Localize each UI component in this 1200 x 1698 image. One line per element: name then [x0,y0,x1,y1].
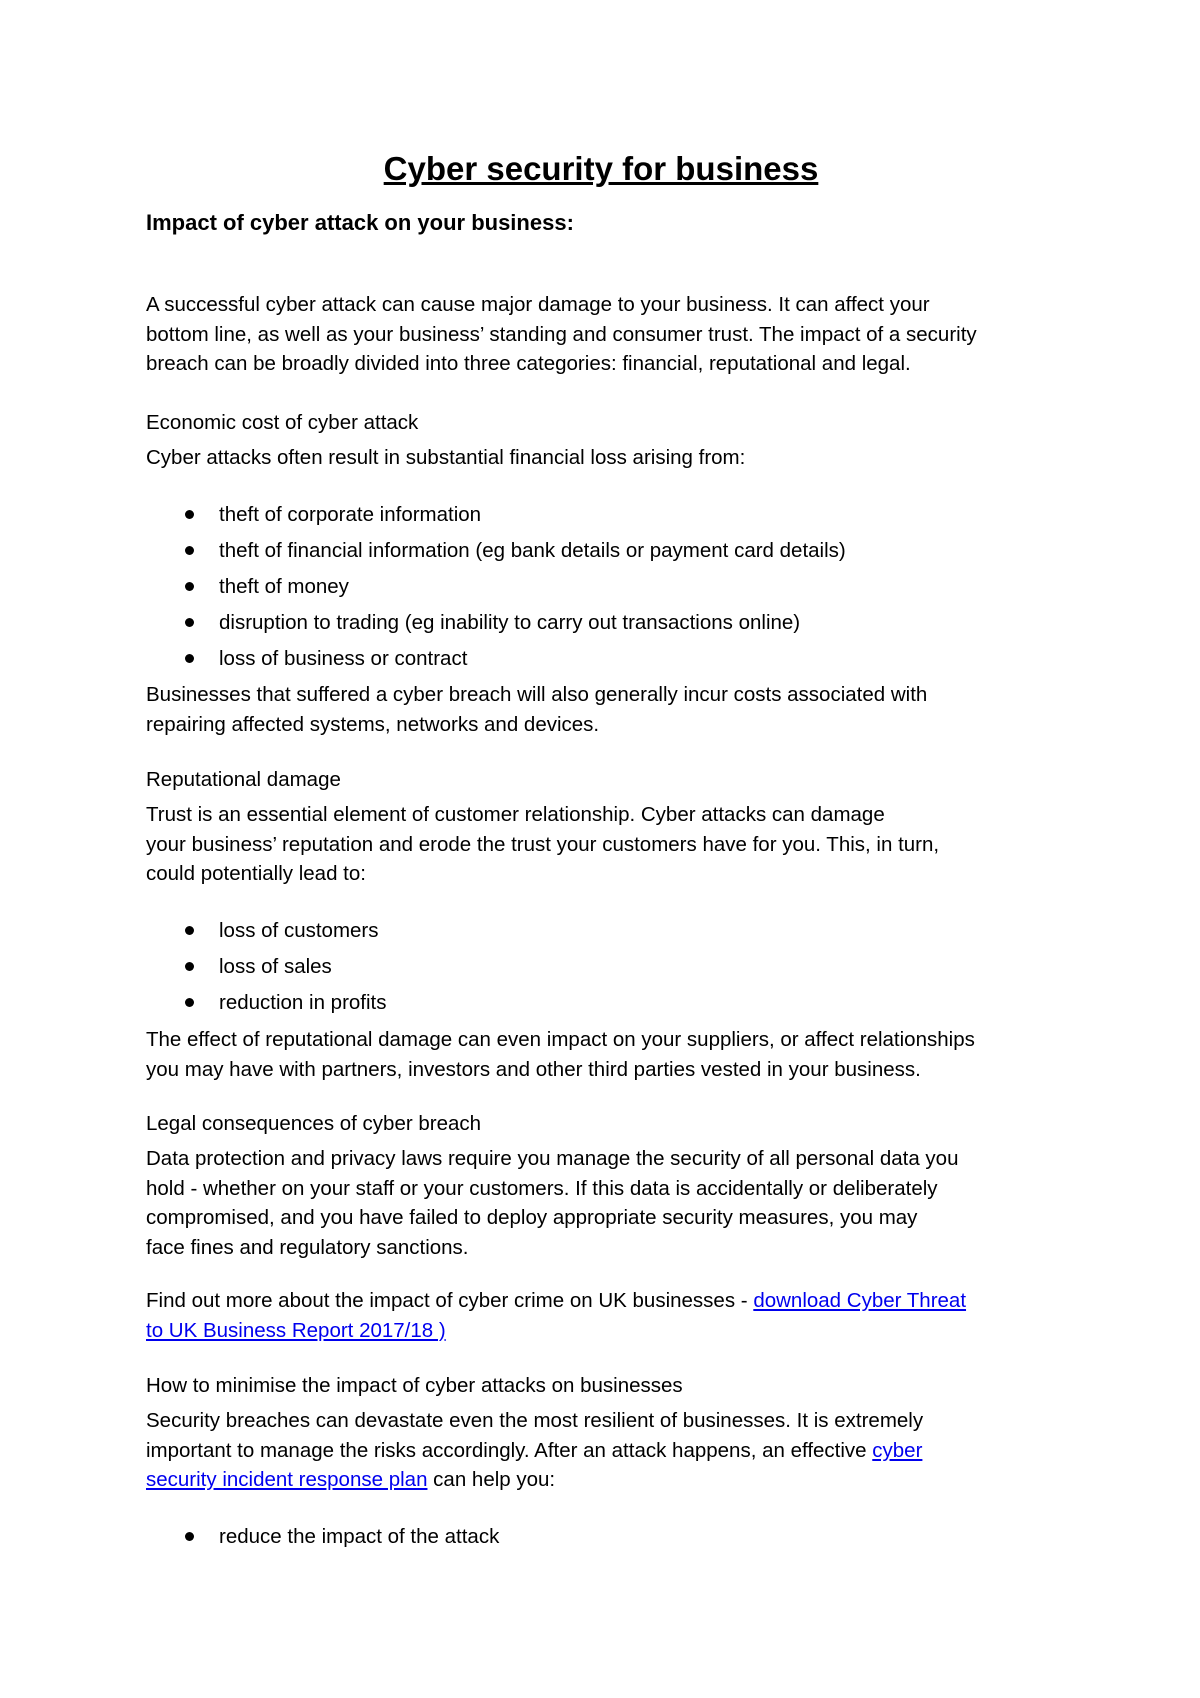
list-item [146,949,387,985]
list-item-text: theft of financial information (eg bank details or payment card details) [219,539,846,562]
bullet-icon [185,926,194,935]
list-item-text: theft of corporate information [219,503,482,526]
minimise-bullet-list [146,1519,499,1555]
list-item-text: theft of money [219,575,349,598]
list-item [146,913,387,949]
list-item [146,497,846,533]
section-subtitle: Impact of cyber attack on your business: [146,210,574,235]
intro-paragraph [146,290,1066,379]
paragraph-line: face fines and regulatory sanctions. [146,1235,469,1259]
incident-response-plan-link[interactable]: cyber [872,1438,923,1462]
minimise-paragraph [146,1406,1066,1495]
paragraph-line: Data protection and privacy laws require you manage the security of all personal data you [146,1147,959,1170]
reputational-lead [146,800,1066,889]
paragraph-line: Trust is an essential element of customer relationship. Cyber attacks can damage [146,803,885,826]
list-item [146,985,387,1021]
bullet-icon [185,510,194,519]
paragraph-line: repairing affected systems, networks and devices. [146,712,600,736]
intro-line: bottom line, as well as your business’ standing and consumer trust. The impact of a security [146,322,977,346]
list-item [146,569,846,605]
economic-lead: Cyber attacks often result in substantial financial loss arising from: [146,446,746,469]
minimise-heading: How to minimise the impact of cyber attacks on businesses [146,1374,683,1397]
legal-paragraph [146,1144,1066,1262]
list-item [146,1519,499,1555]
intro-line: A successful cyber attack can cause major damage to your business. It can affect your [146,293,930,316]
list-item-text: reduction in profits [219,991,387,1014]
paragraph-line: your business’ reputation and erode the trust your customers have for you. This, in turn, [146,832,940,856]
bullet-icon [185,546,194,555]
paragraph-line [146,1316,1066,1346]
document-title: Cyber security for business [383,150,819,187]
bullet-icon [185,618,194,627]
paragraph-text: important to manage the risks accordingly. After an attack happens, an effective [146,1438,873,1462]
list-item [146,605,846,641]
list-item-text: loss of business or contract [219,647,468,670]
reputational-after-paragraph [146,1025,1066,1084]
list-item [146,641,846,677]
paragraph-line: Security breaches can devastate even the most resilient of businesses. It is extremely [146,1409,924,1432]
paragraph-line [146,1436,1066,1466]
reputational-heading: Reputational damage [146,768,341,791]
paragraph-line: you may have with partners, investors and other third parties vested in your business. [146,1057,921,1081]
incident-response-plan-link-continued[interactable]: security incident response plan [146,1468,428,1491]
bullet-icon [185,582,194,591]
list-item-text: reduce the impact of the attack [219,1525,500,1548]
list-item-text: loss of customers [219,919,379,942]
find-out-paragraph [146,1286,1066,1345]
paragraph-line: compromised, and you have failed to deploy appropriate security measures, you may [146,1206,918,1229]
paragraph-line [146,1465,1066,1495]
economic-after-paragraph [146,680,1066,739]
paragraph-text: can help you: [427,1468,556,1491]
bullet-icon [185,1532,194,1541]
paragraph-line: The effect of reputational damage can even impact on your suppliers, or affect relationships [146,1028,975,1051]
economic-heading: Economic cost of cyber attack [146,411,419,434]
legal-heading: Legal consequences of cyber breach [146,1112,482,1135]
bullet-icon [185,654,194,663]
list-item [146,533,846,569]
document-page [146,0,1076,1698]
report-download-link-continued[interactable]: to UK Business Report 2017/18 ) [146,1318,446,1342]
economic-bullet-list [146,497,846,677]
list-item-text: disruption to trading (eg inability to carry out transactions online) [219,611,801,634]
intro-line: breach can be broadly divided into three categories: financial, reputational and legal. [146,352,911,375]
paragraph-line: could potentially lead to: [146,862,366,885]
reputational-bullet-list [146,913,387,1021]
paragraph-line: hold - whether on your staff or your customers. If this data is accidentally or deliberately [146,1176,938,1200]
bullet-icon [185,998,194,1007]
find-out-text: Find out more about the impact of cyber crime on UK businesses - [146,1289,754,1312]
report-download-link[interactable]: download Cyber Threat [753,1289,967,1312]
list-item-text: loss of sales [219,955,332,978]
paragraph-line [146,1286,1066,1316]
bullet-icon [185,962,194,971]
paragraph-line: Businesses that suffered a cyber breach will also generally incur costs associated with [146,683,928,706]
